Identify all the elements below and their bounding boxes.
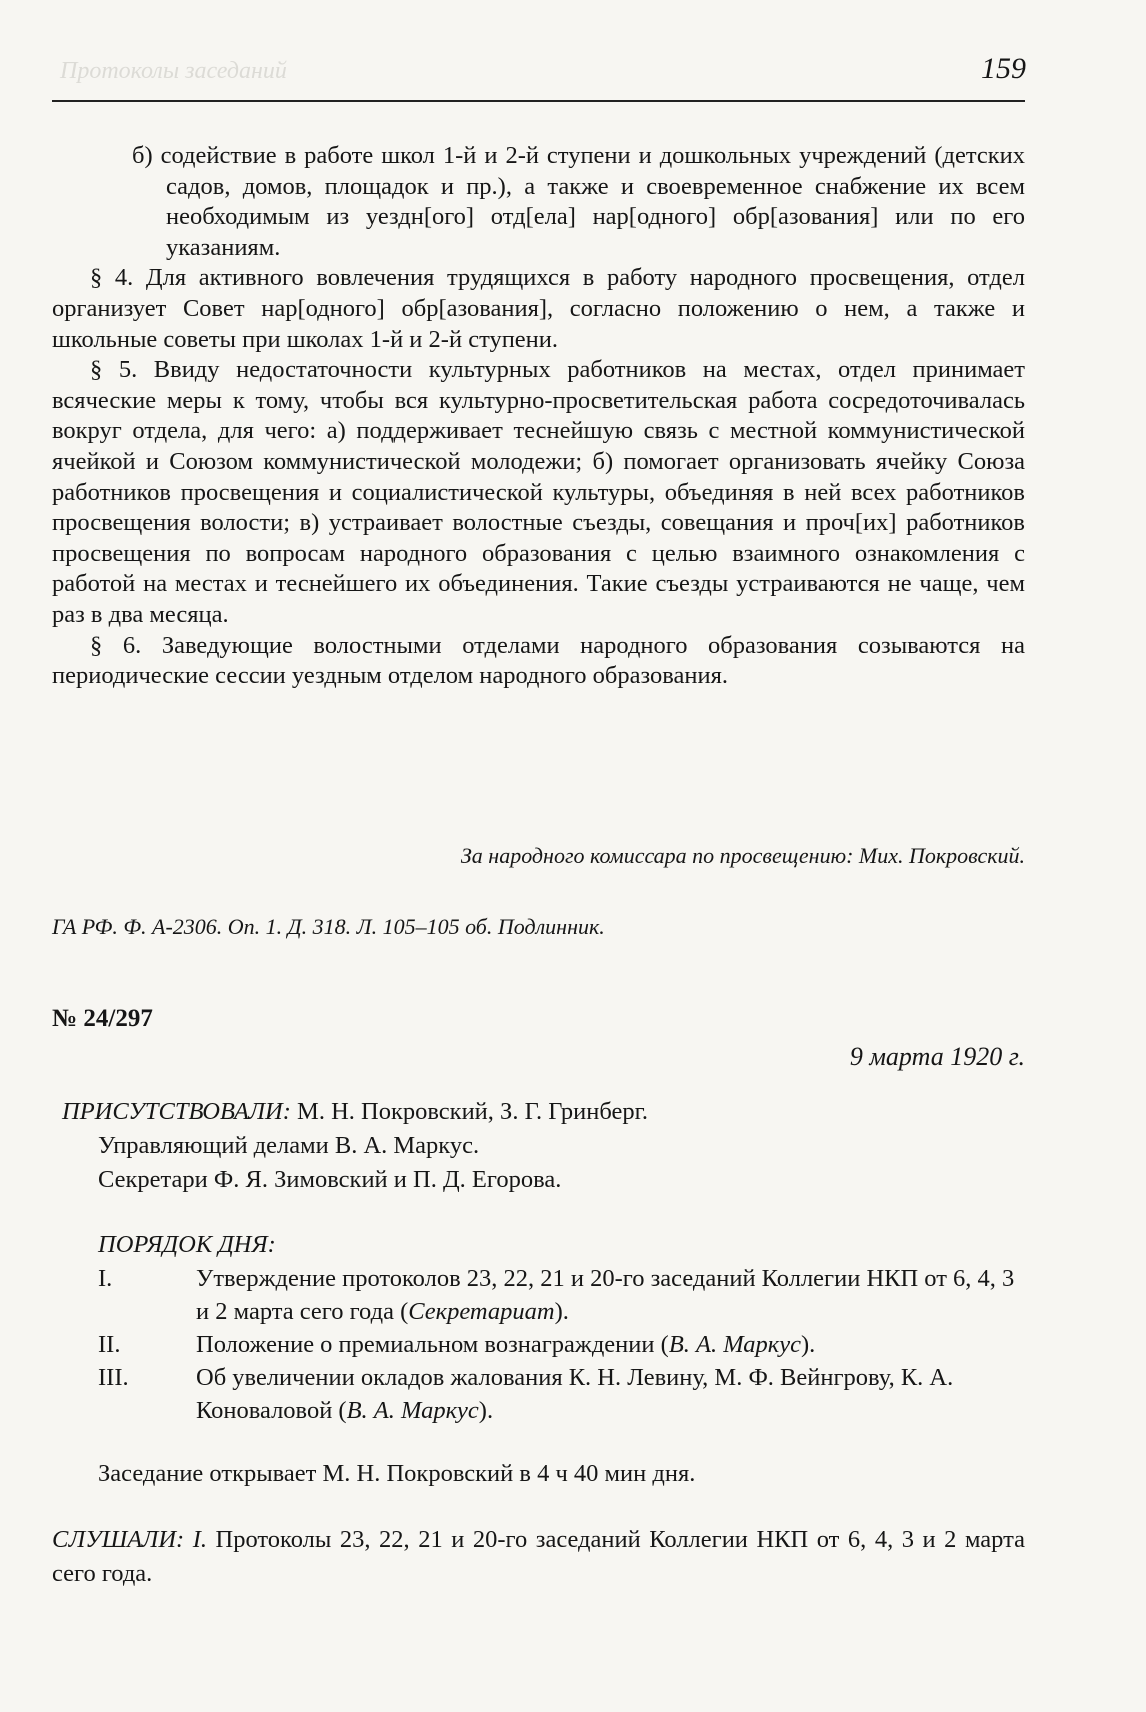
agenda-item-speaker: В. А. Маркус [346, 1397, 479, 1424]
agenda-item-body: Утверждение протоколов 23, 22, 21 и 20-го заседаний Коллегии НКП от 6, 4, 3 и 2 марта сего года ( [196, 1265, 1015, 1325]
signature: За народного комиссара по просвещению: Мих. Покровский. [460, 843, 1025, 868]
heard-label: СЛУШАЛИ: I. [52, 1526, 208, 1553]
attendees-names: М. Н. Покровский, З. Г. Гринберг. [290, 1098, 648, 1125]
header-rule [52, 100, 1025, 102]
paragraph-6: § 6. Заведующие волостными отделами народного образования созываются на периодические сессии уездным отделом народного образования. [52, 631, 1025, 690]
heard-section [52, 1523, 1025, 1591]
body-text [52, 141, 1025, 692]
running-header-ghost: Протоколы заседаний [60, 58, 287, 84]
agenda-item-speaker: В. А. Маркус [668, 1331, 802, 1358]
paragraph-5: § 5. Ввиду недостаточности культурных работников на местах, отдел принимает всяческие меры к тому, чтобы вся культурно-просветительская работа сосредоточивалась вокруг отдела, для чего: а) поддерживает теснейшую связь с местной коммунистической ячейкой и Союзом коммунистической молодежи; б) помогает организовать ячейку Союза работников просвещения и социалистической культуры, объединяя в ней всех работников просвещения волости; в) устраивает волостные съезды, совещания и проч[их] работников просвещения по вопросам народного образования с целью взаимного ознакомления с работой на местах и теснейшего их объединения. Такие съезды устраиваются не чаще, чем раз в два месяца. [52, 356, 1025, 628]
agenda-item-text [196, 1262, 1025, 1328]
agenda-item [98, 1262, 1025, 1328]
attendees-label: ПРИСУТСТВОВАЛИ: [62, 1098, 291, 1125]
attendees-block [52, 1095, 1025, 1197]
paragraph-sub-b: б) содействие в работе школ 1-й и 2-й ступени и дошкольных учреждений (детских садов, домов, площадок и пр.), а также и своевременное снабжение их всем необходимым из уездн[ого] отд[ела] нар[одного] обр[азования] или по его указаниям. [132, 142, 1025, 261]
paragraph-4: § 4. Для активного вовлечения трудящихся в работу народного просвещения, отдел организует Совет нар[одного] обр[азования], согласно положению о нем, а также и школьные советы при школах 1-й и 2-й ступени. [52, 264, 1025, 353]
agenda-item [98, 1361, 1025, 1427]
agenda-item-number: I. [98, 1265, 113, 1292]
agenda-item-tail: ). [801, 1331, 816, 1358]
secretaries-line: Секретари Ф. Я. Зимовский и П. Д. Егорова. [98, 1166, 562, 1193]
document-date: 9 марта 1920 г. [849, 1042, 1025, 1071]
agenda-title: ПОРЯДОК ДНЯ: [98, 1231, 276, 1258]
attendees-line [52, 1095, 1025, 1129]
agenda-list [98, 1262, 1025, 1427]
agenda-item-tail: ). [478, 1397, 494, 1424]
agenda-item-tail: ). [554, 1298, 569, 1325]
archive-reference: ГА РФ. Ф. А-2306. Оп. 1. Д. 318. Л. 105–105 об. Подлинник. [52, 914, 605, 939]
agenda-item-number: II. [98, 1331, 121, 1358]
page-number: 159 [981, 52, 1026, 85]
opening-statement: Заседание открывает М. Н. Покровский в 4 ч 40 мин дня. [98, 1460, 696, 1487]
agenda-item-speaker: Секретариат [408, 1298, 555, 1325]
agenda-item-number: III. [98, 1364, 129, 1391]
agenda-item [98, 1328, 1025, 1361]
agenda-item-body: Об увеличении окладов жалования К. Н. Левину, М. Ф. Вейнгрову, К. А. Коноваловой ( [196, 1364, 954, 1424]
heard-text: Протоколы 23, 22, 21 и 20-го заседаний Коллегии НКП от 6, 4, 3 и 2 марта сего года. [52, 1526, 1025, 1587]
document-number: № 24/297 [52, 1005, 153, 1032]
agenda-item-text [196, 1361, 1025, 1427]
agenda-item-text [196, 1328, 1025, 1361]
manager-line: Управляющий делами В. А. Маркус. [98, 1132, 480, 1159]
agenda-item-body: Положение о премиальном вознаграждении ( [196, 1331, 669, 1358]
